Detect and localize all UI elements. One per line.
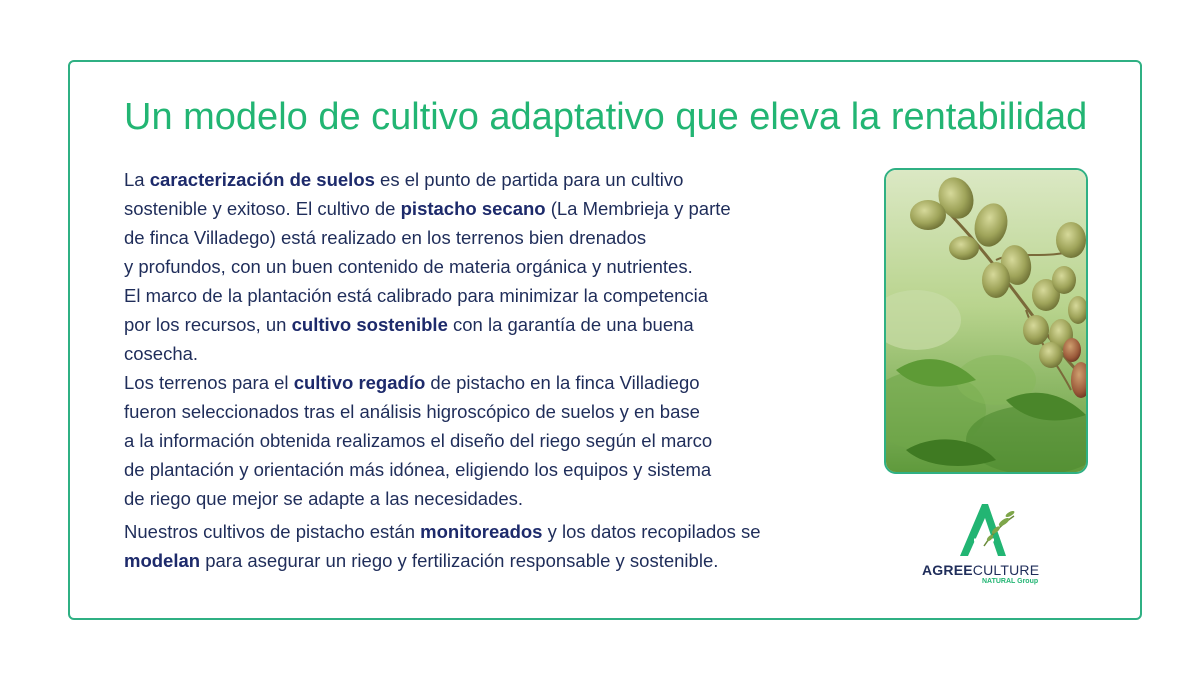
paragraph-irrigation: Los terrenos para el cultivo regadío de pistacho en la finca Villadiego fueron seleccionados tras el análisis higroscópico de suelos y en base a la información obtenida realizamos el diseño del riego según el marco de plantación y orientación más idónea, eligiendo los equipos y sistema de riego que mejor se adapte a las necesidades. xyxy=(124,372,713,509)
paragraph-soils: La caracterización de suelos es el punto de partida para un cultivo sostenible y exitoso. El cultivo de pistacho secano (La Membrieja y parte de finca Villadego) está realizado en los terrenos bien drenados y profundos, con un buen contenido de materia orgánica y nutrientes. El marco de la plantación está calibrado para minimizar la competencia por los recursos, un cultivo sostenible con la garantía de una buena cosecha. xyxy=(124,169,731,364)
paragraph-monitoring: Nuestros cultivos de pistacho están monitoreados y los datos recopilados se modelan para asegurar un riego y fertilización responsable y sostenible. xyxy=(124,521,761,571)
page-title: Un modelo de cultivo adaptativo que eleva la rentabilidad xyxy=(124,96,1088,138)
body-text xyxy=(124,165,844,575)
highlight-sustainable-crop: cultivo sostenible xyxy=(291,314,448,335)
logo-a-leaf-icon xyxy=(954,500,1018,558)
highlight-monitored: monitoreados xyxy=(420,521,543,542)
logo-wordmark: AGREECULTURE xyxy=(922,562,1040,578)
highlight-irrigated-crop: cultivo regadío xyxy=(293,372,426,393)
pistachio-photo xyxy=(884,168,1088,474)
highlight-modeled: modelan xyxy=(124,550,201,571)
highlight-soil-characterization: caracterización de suelos xyxy=(149,169,375,190)
logo-subtitle: NATURAL Group xyxy=(982,578,1039,585)
agreeculture-logo xyxy=(922,500,1052,595)
highlight-dry-pistachio: pistacho secano xyxy=(400,198,546,219)
